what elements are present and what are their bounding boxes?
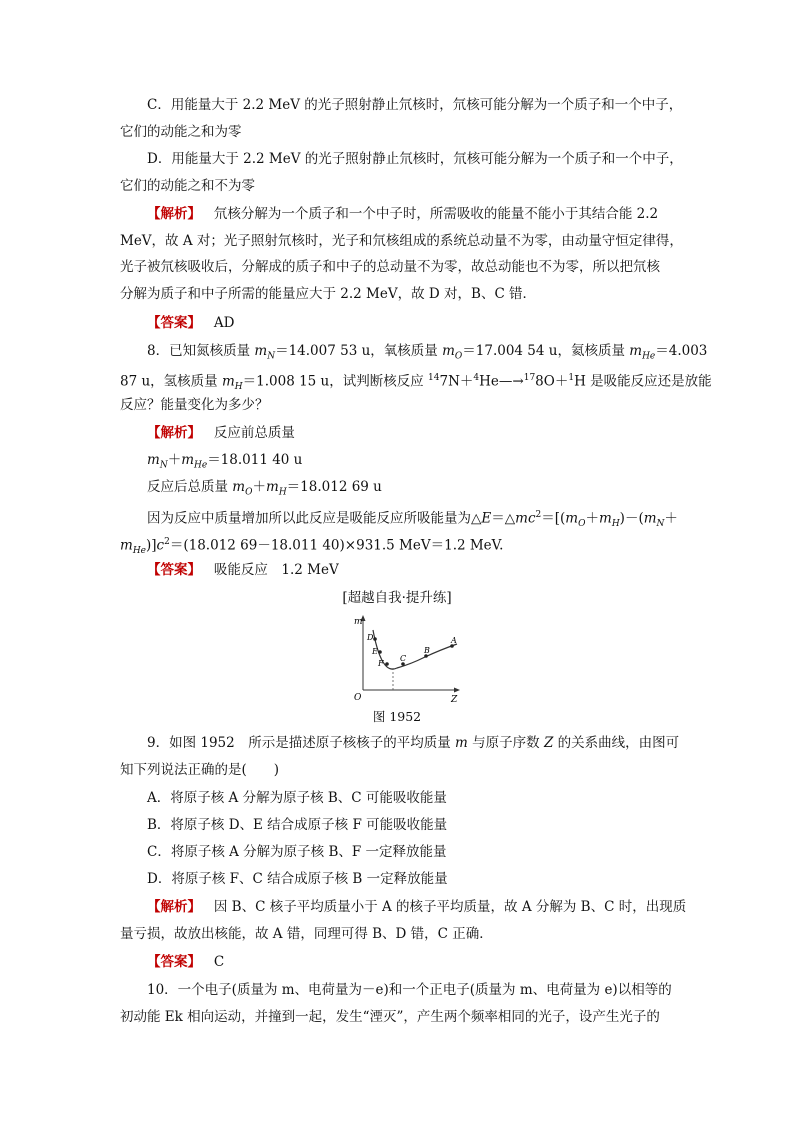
q9-option-c: C．将原子核 A 分解为原子核 B、F 一定释放能量 — [147, 844, 447, 860]
analysis-1-line4: 分解为质子和中子所需的能量应大于 2.2 MeV，故 D 对，B、C 错． — [120, 286, 537, 302]
y-axis-label: m — [354, 617, 363, 627]
q9-line1: 9．如图 1952 所示是描述原子核核子的平均质量 m 与原子序数 Z 的关系曲线，由图可 — [147, 735, 680, 751]
q8-line1: 8．已知氮核质量 $m_N=14.007$ 53 u，氧核质量 $m_O=17.004$ 54 u，氦核质量 $m_{He}=4.003$ — [147, 343, 708, 362]
label-a: A — [451, 636, 457, 645]
average-mass-curve-figure — [345, 612, 465, 702]
label-d: D — [367, 633, 374, 642]
point-e — [378, 650, 382, 654]
q9-option-b: B．将原子核 D、E 结合成原子核 F 可能吸收能量 — [147, 817, 448, 833]
analysis-tag: 【解析】 — [147, 899, 201, 915]
label-b: B — [424, 646, 430, 655]
section-heading: [超越自我·提升练] — [342, 590, 452, 606]
answer-tag: 【答案】 — [147, 954, 201, 970]
answer-1: 【答案】 AD — [147, 315, 235, 331]
analysis-3-line1: 【解析】 因 B、C 核子平均质量小于 A 的核子平均质量，故 A 分解为 B、C 时，出现质 — [147, 899, 687, 915]
answer-2: 【答案】 吸能反应 1.2 MeV — [147, 562, 339, 578]
answer-tag: 【答案】 — [147, 315, 201, 331]
analysis-2-line1: 【解析】 反应前总质量 — [147, 425, 295, 441]
x-axis-label: Z — [451, 695, 458, 702]
option-d-line1: D．用能量大于 2.2 MeV 的光子照射静止氘核时，氘核可能分解为一个质子和一个中子， — [147, 151, 683, 167]
q10-line1: 10．一个电子(质量为 m、电荷量为－e)和一个正电子(质量为 m、电荷量为 e)以相等的 — [147, 982, 672, 998]
option-d-line2: 它们的动能之和不为零 — [120, 178, 255, 194]
analysis-2-line5: $m_{He})]c^2=(18.012$ 69－18.011 40)×931.5 MeV＝1.2 MeV. — [120, 537, 504, 557]
analysis-tag: 【解析】 — [147, 206, 201, 222]
analysis-tag: 【解析】 — [147, 425, 201, 441]
q9-line2: 知下列说法正确的是( ) — [120, 762, 280, 778]
analysis-3-line2: 量亏损，故放出核能，故 A 错，同理可得 B、D 错，C 正确． — [120, 926, 493, 942]
analysis-2-line2: $m_N+m_{He}=18.011$ 40 u — [147, 452, 303, 471]
point-f — [385, 662, 389, 666]
figure-caption: 图 1952 — [372, 709, 422, 724]
answer-3: 【答案】 C — [147, 954, 225, 970]
analysis-2-line3: 反应后总质量 $m_O+m_H=18.012$ 69 u — [147, 479, 382, 498]
q8-line3: 反应？能量变化为多少？ — [120, 397, 269, 413]
q9-option-a: A．将原子核 A 分解为原子核 B、C 可能吸收能量 — [147, 790, 447, 806]
option-c-line1: C．用能量大于 2.2 MeV 的光子照射静止氘核时，氘核可能分解为一个质子和一个中子， — [147, 97, 683, 113]
label-f: F — [378, 659, 384, 668]
point-d — [373, 637, 377, 641]
q9-option-d: D．将原子核 F、C 结合成原子核 B 一定释放能量 — [147, 871, 448, 887]
analysis-1-line2: MeV，故 A 对；光子照射氘核时，光子和氘核组成的系统总动量不为零，由动量守恒定律得， — [120, 233, 683, 249]
analysis-1-line3: 光子被氘核吸收后，分解成的质子和中子的总动量不为零，故总动能也不为零，所以把氘核 — [120, 259, 660, 275]
option-c-line2: 它们的动能之和为零 — [120, 124, 242, 140]
analysis-2-line4: 因为反应中质量增加所以此反应是吸能反应所吸能量为$\triangle E=\triangle mc^2=[(m_O+m_H)-(m_N+$ — [147, 510, 678, 530]
origin-label: O — [354, 693, 362, 702]
q10-line2: 初动能 Ek 相向运动，并撞到一起，发生“湮灭”，产生两个频率相同的光子，设产生光子的 — [120, 1009, 660, 1025]
label-c: C — [400, 654, 407, 663]
label-e: E — [372, 647, 378, 656]
answer-tag: 【答案】 — [147, 562, 201, 578]
analysis-1-line1: 【解析】 氘核分解为一个质子和一个中子时，所需吸收的能量不能小于其结合能 2.2 — [147, 206, 659, 222]
x-axis-arrow — [454, 688, 460, 693]
q8-line2: 87 u，氢核质量 $m_H=1.008$ 15 u，试判断核反应 $^{14}$7N＋$^4$He—→$^{17}$8O＋$^1$H 是吸能反应还是放能 — [120, 373, 712, 393]
